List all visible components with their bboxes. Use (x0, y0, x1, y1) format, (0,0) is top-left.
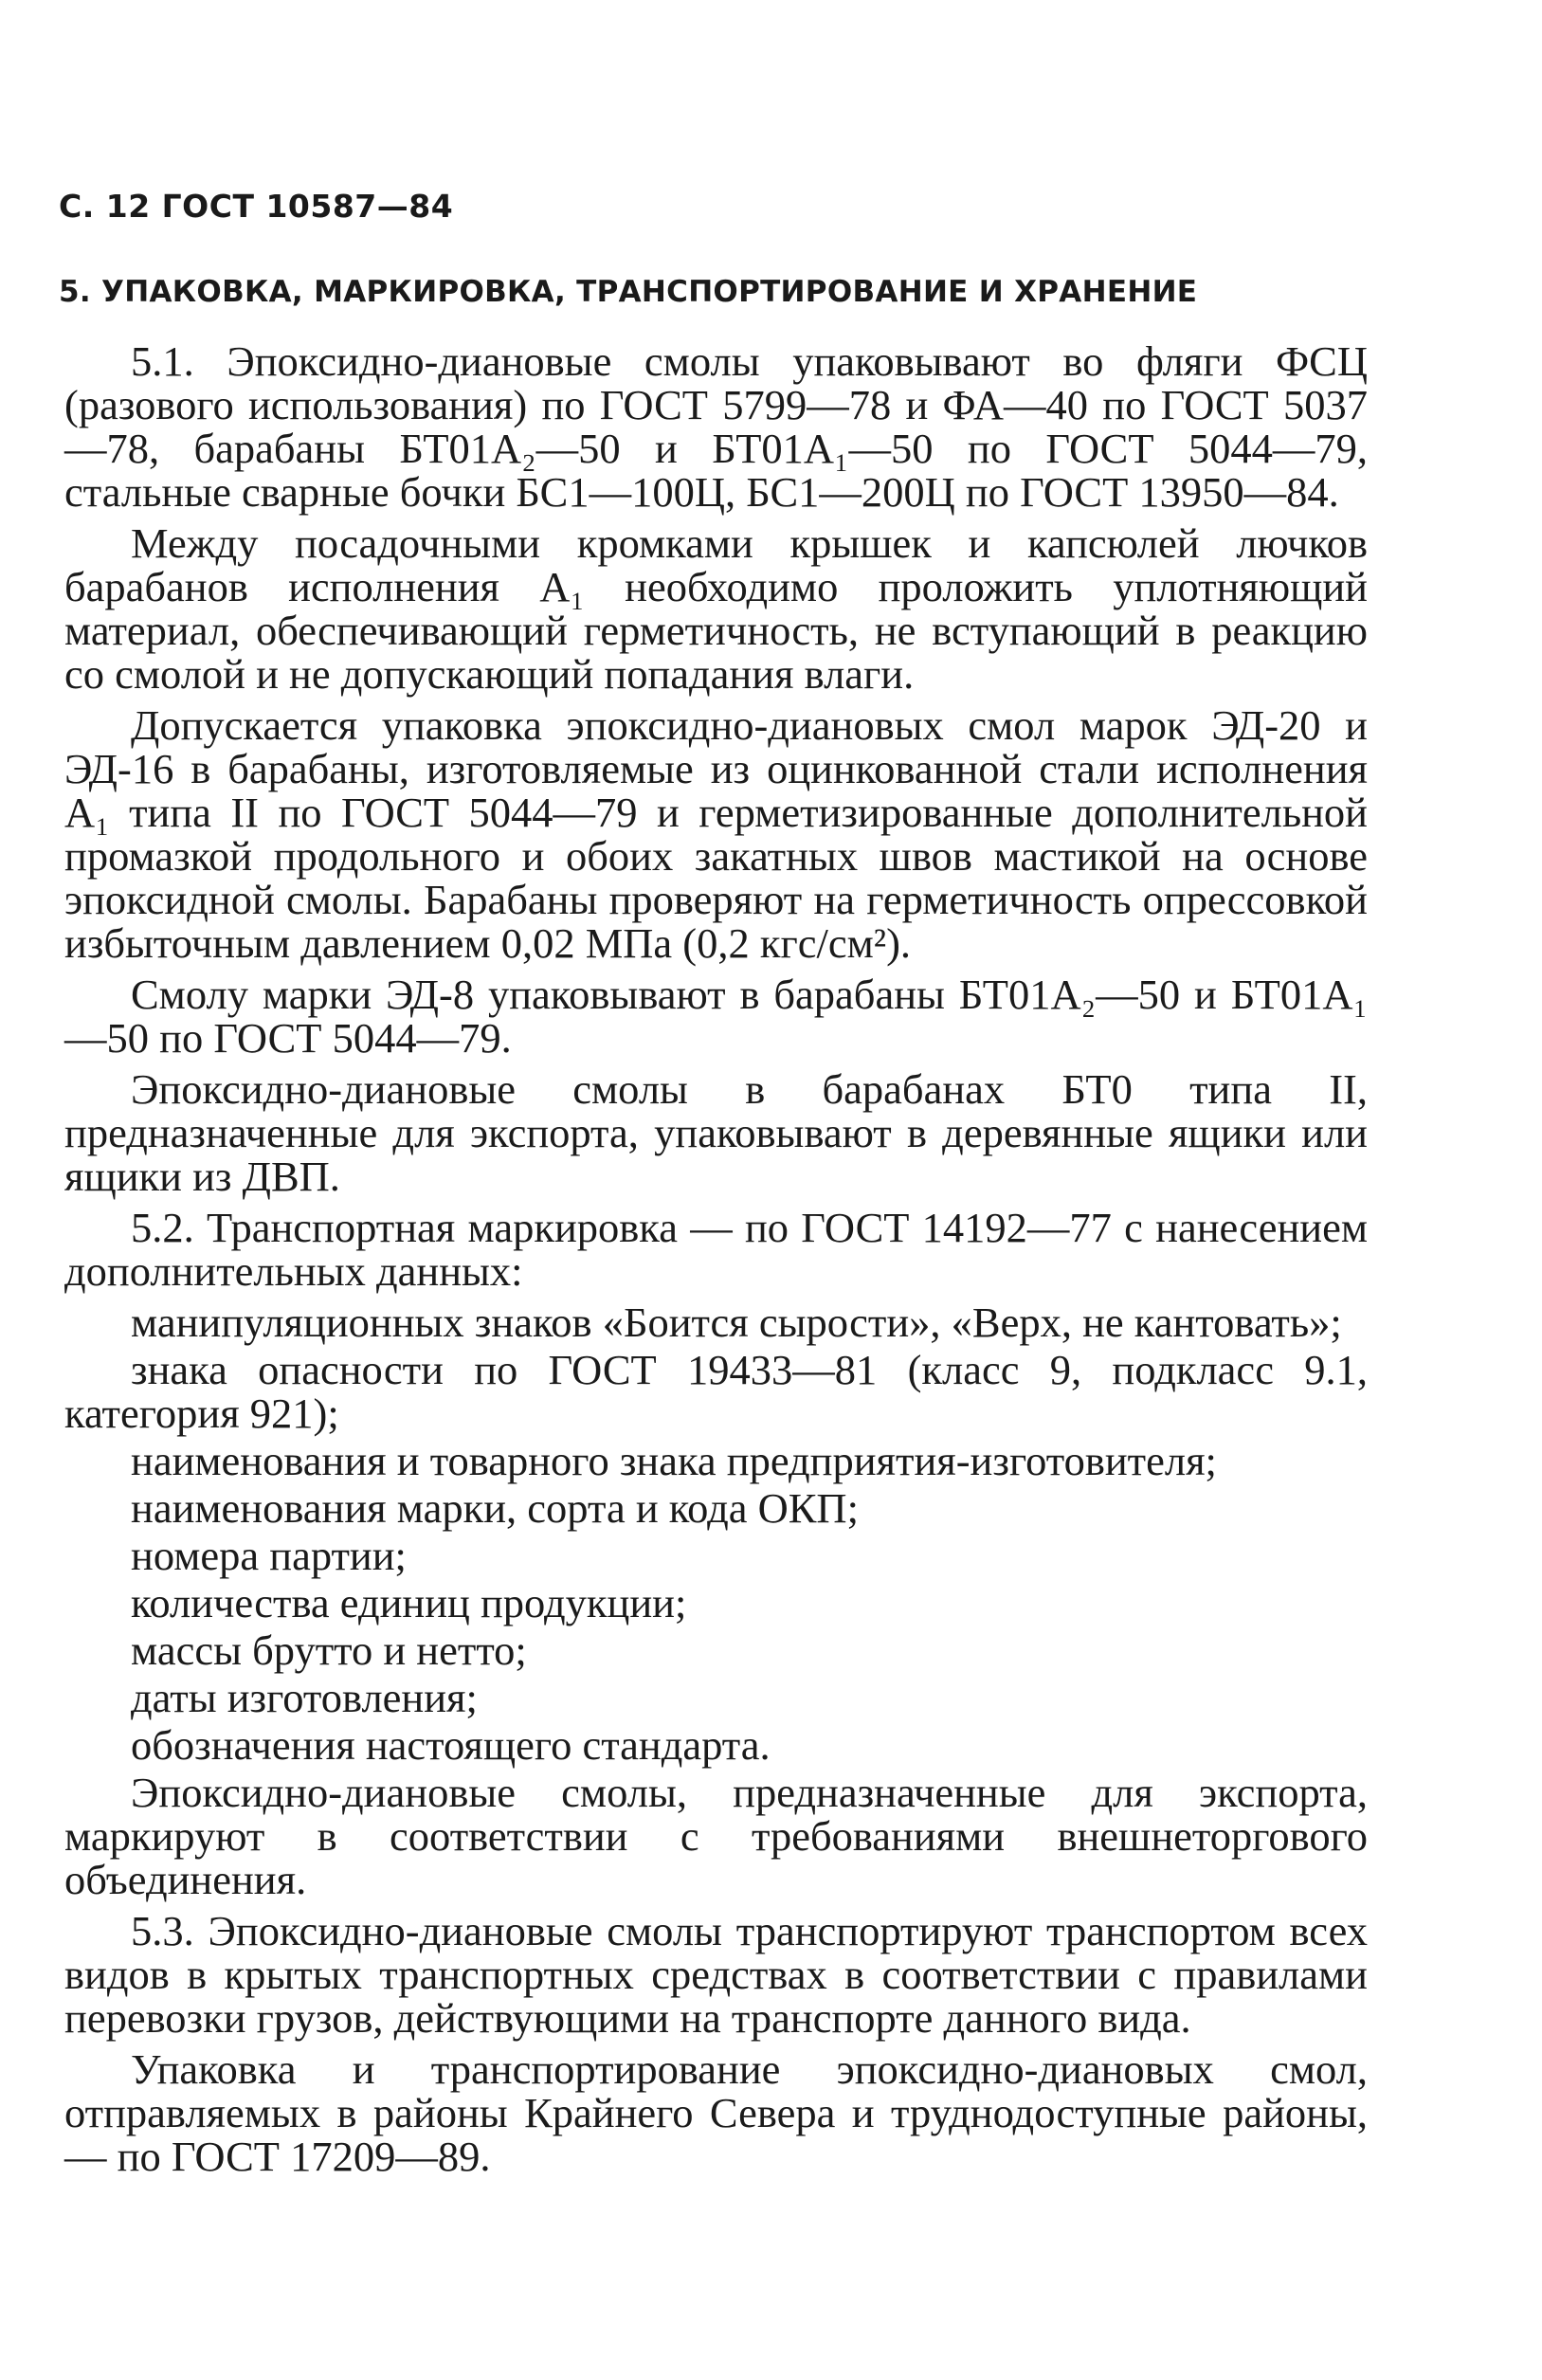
marking-item: количества единиц продукции; (131, 1579, 687, 1626)
marking-item: манипуляционных знаков «Боится сырости», «Верх, не кантовать»; (131, 1299, 1342, 1346)
marking-item: даты изготовления; (131, 1674, 478, 1721)
paragraph-allowed-packing: Допускается упаковка эпоксидно-диановых смол марок ЭД-20 и ЭД-16 в барабаны, изготовляемые из оцинкованной стали исполнения А₁ типа II по ГОСТ 5044—79 и герметизированные дополнительной промазкой продольного и обоих закатных швов мастикой на основе эпоксидной смолы. Барабаны проверяют на герметичность опрессовкой избыточным давлением 0,02 МПа (0,2 кгс/см²). (64, 701, 1368, 967)
document-body (64, 339, 1368, 2186)
paragraph-far-north: Упаковка и транспортирование эпоксидно-диановых смол, отправляемых в районы Крайнего Севера и труднодоступные районы, — по ГОСТ 17209—89. (64, 2045, 1368, 2180)
paragraph-5-2: 5.2. Транспортная маркировка — по ГОСТ 14192—77 с нанесением дополнительных данных: (64, 1204, 1368, 1295)
marking-item: массы брутто и нетто; (131, 1626, 527, 1674)
marking-item: обозначения настоящего стандарта. (131, 1721, 771, 1769)
paragraph-sealing: Между посадочными кромками крышек и капсюлей лючков барабанов исполнения А₁ необходимо проложить уплотняющий материал, обеспечивающий герметичность, не вступающий в реакцию со смолой и не допускающий попадания влаги. (64, 519, 1368, 698)
marking-item: наименования и товарного знака предприятия-изготовителя; (131, 1437, 1217, 1484)
paragraph-5-3: 5.3. Эпоксидно-диановые смолы транспортируют транспортом всех видов в крытых транспортных средствах в соответствии с правилами перевозки грузов, действующими на транспорте данного вида. (64, 1907, 1368, 2042)
marking-item: наименования марки, сорта и кода ОКП; (131, 1484, 859, 1532)
marking-item: знака опасности по ГОСТ 19433—81 (класс 9, подкласс 9.1, категория 921); (64, 1346, 1368, 1437)
paragraph-export-packing: Эпоксидно-диановые смолы в барабанах БТ0 типа II, предназначенные для экспорта, упаковывают в деревянные ящики или ящики из ДВП. (64, 1065, 1368, 1200)
paragraph-ed8: Смолу марки ЭД-8 упаковывают в барабаны БТ01А₂—50 и БТ01А₁—50 по ГОСТ 5044—79. (64, 971, 1368, 1062)
marking-item: номера партии; (131, 1532, 407, 1579)
paragraph-5-1: 5.1. Эпоксидно-диановые смолы упаковывают во фляги ФСЦ (разового использования) по ГОСТ 5799—78 и ФА—40 по ГОСТ 5037—78, барабаны БТ01А₂—50 и БТ01А₁—50 по ГОСТ 5044—79, стальные сварные бочки БС1—100Ц, БС1—200Ц по ГОСТ 13950—84. (64, 337, 1368, 516)
section-title: 5. УПАКОВКА, МАРКИРОВКА, ТРАНСПОРТИРОВАНИЕ И ХРАНЕНИЕ (59, 275, 1198, 309)
page-header: С. 12 ГОСТ 10587—84 (59, 188, 454, 225)
paragraph-export-marking: Эпоксидно-диановые смолы, предназначенные для экспорта, маркируют в соответствии с требованиями внешнеторгового объединения. (64, 1769, 1368, 1903)
